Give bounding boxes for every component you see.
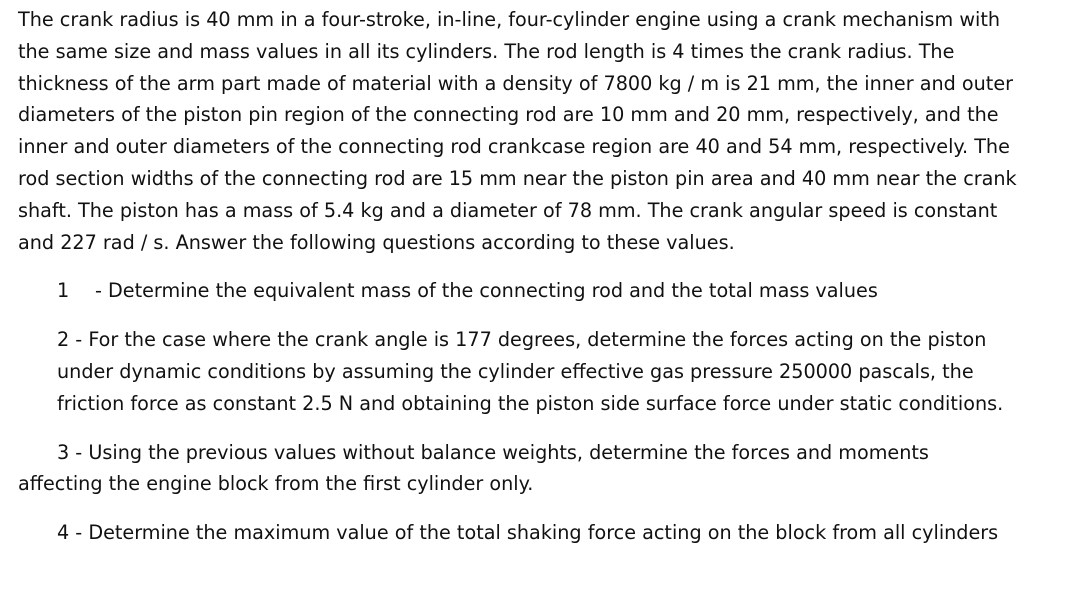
question-1-text: - Determine the equivalent mass of the connecting rod and the total mass values [95,279,878,303]
question-3: 3 - Using the previous values without balance weights, determine the forces and moments affecting the engine block from the first cylinder only. [18,440,929,496]
question-2: 2 - For the case where the crank angle is 177 degrees, determine the forces acting on the piston under dynamic conditions by assuming the cylinder effective gas pressure 250000 pascals, the friction force as constant 2.5 N and obtaining the piston side surface force under static conditions. [57,328,1004,415]
problem-statement: The crank radius is 40 mm in a four-stroke, in-line, four-cylinder engine using a crank mechanism with the same size and mass values in all its cylinders. The rod length is 4 times the crank radius. The thickness of the arm part made of material with a density of 7800 kg / m is 21 mm, the inner and outer diameters of the piston pin region of the connecting rod are 10 mm and 20 mm, respectively, and the inner and outer diameters of the connecting rod crankcase region are 40 and 54 mm, respectively. The rod section widths of the connecting rod are 15 mm near the piston pin area and 40 mm near the crank shaft. The piston has a mass of 5.4 kg and a diameter of 78 mm. The crank angular speed is constant and 227 rad / s. Answer the following questions according to these values. [18,8,1017,254]
question-1 [57,275,1063,307]
question-4: 4 - Determine the maximum value of the total shaking force acting on the block from all cylinders [57,521,999,545]
question-1-number: 1 [57,279,70,303]
document-body [18,4,1063,549]
